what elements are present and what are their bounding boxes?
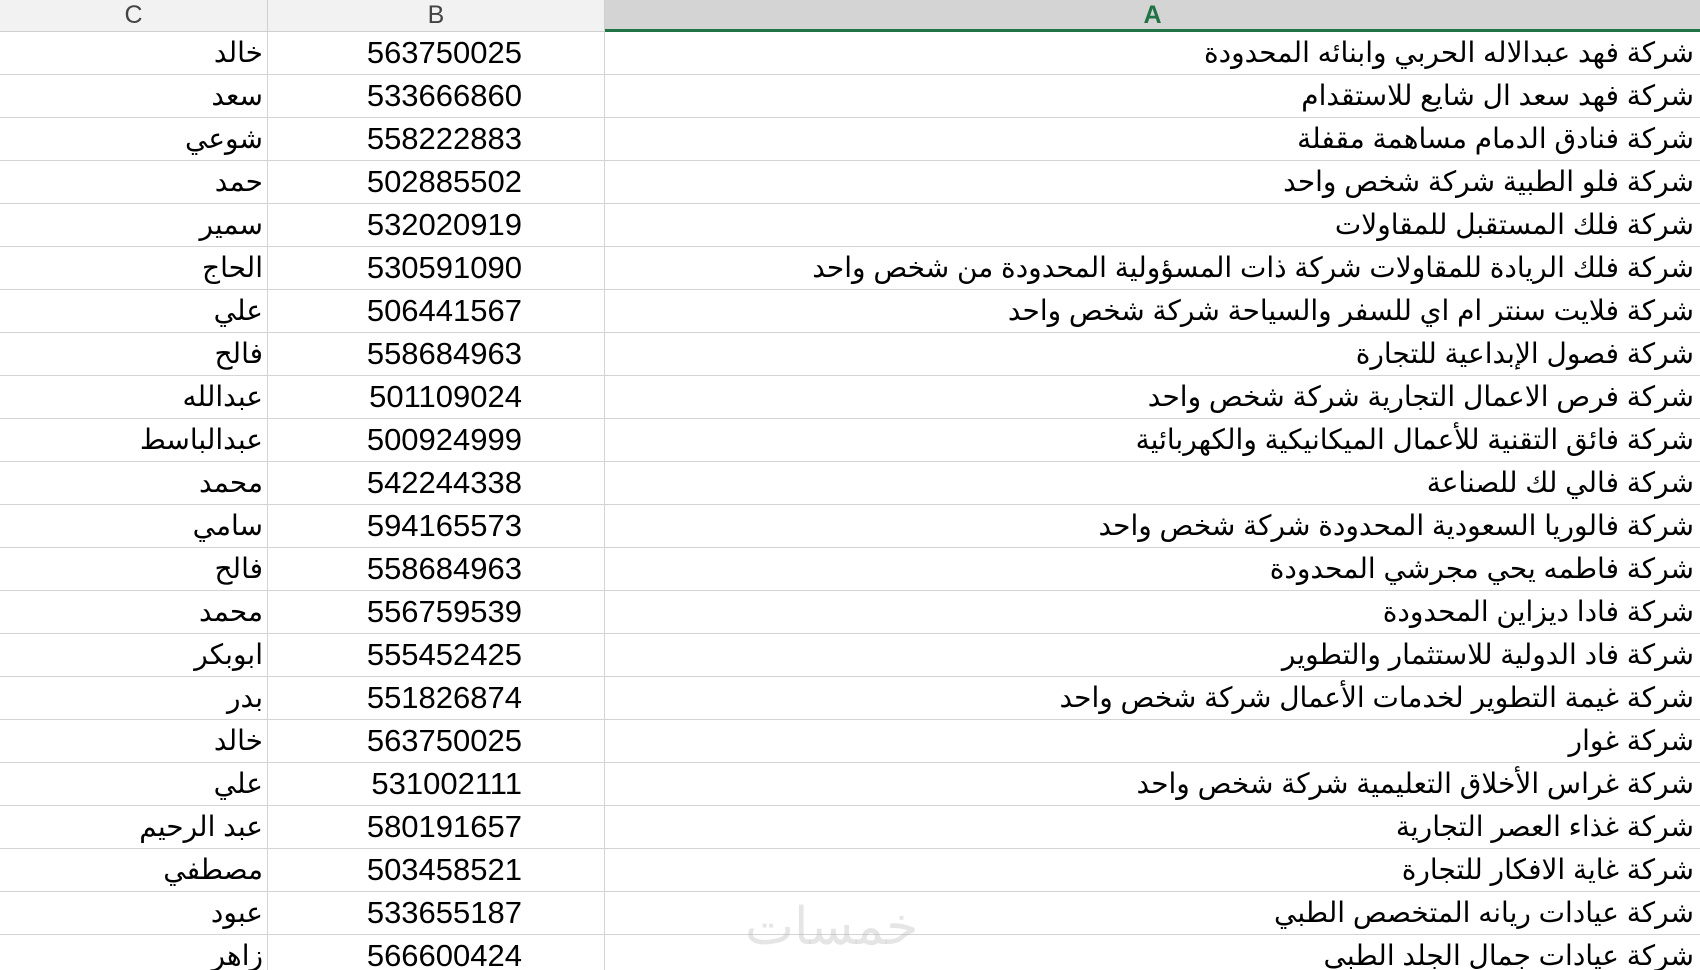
cell-c[interactable]: بدر [0, 677, 268, 719]
cell-b[interactable]: 594165573 [268, 505, 605, 547]
column-header-a[interactable]: A [605, 0, 1700, 32]
cell-a[interactable]: شركة فلك الريادة للمقاولات شركة ذات المسؤولية المحدودة من شخص واحد [812, 252, 1694, 283]
cell-a[interactable]: شركة فهد سعد ال شايع للاستقدام [1301, 80, 1694, 111]
table-row [0, 333, 1700, 376]
cell-b[interactable]: 551826874 [268, 677, 605, 719]
cell-a[interactable]: شركة غذاء العصر التجارية [1395, 811, 1694, 842]
cell-b[interactable]: 530591090 [268, 247, 605, 289]
cell-a[interactable]: شركة غيمة التطوير لخدمات الأعمال شركة شخص واحد [1059, 682, 1694, 713]
cell-b[interactable]: 533666860 [268, 75, 605, 117]
table-row [0, 591, 1700, 634]
cell-a[interactable]: شركة غراس الأخلاق التعليمية شركة شخص واحد [1136, 768, 1694, 799]
column-header-c[interactable]: C [0, 0, 268, 32]
cell-a[interactable]: شركة فاد الدولية للاستثمار والتطوير [1281, 639, 1694, 670]
cell-a[interactable]: شركة فهد عبدالاله الحربي وابنائه المحدودة [1203, 37, 1694, 68]
cell-c[interactable]: سامي [0, 505, 268, 547]
cell-c[interactable]: فالح [0, 333, 268, 375]
cell-c[interactable]: مصطفي [0, 849, 268, 891]
cell-c[interactable]: خالد [0, 32, 268, 74]
watermark: خمسات [745, 897, 919, 957]
cell-a[interactable]: شركة فالوريا السعودية المحدودة شركة شخص واحد [1098, 510, 1694, 541]
cell-c[interactable]: خالد [0, 720, 268, 762]
cell-c[interactable]: حمد [0, 161, 268, 203]
cell-b[interactable]: 531002111 [268, 763, 605, 805]
table-row [0, 677, 1700, 720]
cell-c[interactable]: الحاج [0, 247, 268, 289]
table-row [0, 806, 1700, 849]
cell-a[interactable]: شركة فلايت سنتر ام اي للسفر والسياحة شركة شخص واحد [1007, 295, 1694, 326]
table-row [0, 548, 1700, 591]
cell-b[interactable]: 558684963 [268, 548, 605, 590]
cell-b[interactable]: 563750025 [268, 32, 605, 74]
table-row [0, 505, 1700, 548]
table-row [0, 419, 1700, 462]
table-row [0, 376, 1700, 419]
cell-a[interactable]: شركة عيادات ريانه المتخصص الطبي [1274, 897, 1694, 928]
cell-b[interactable]: 558222883 [268, 118, 605, 160]
table-row [0, 763, 1700, 806]
cell-grid [0, 32, 1700, 970]
cell-b[interactable]: 503458521 [268, 849, 605, 891]
table-row [0, 161, 1700, 204]
table-row [0, 247, 1700, 290]
cell-b[interactable]: 501109024 [268, 376, 605, 418]
table-row [0, 462, 1700, 505]
cell-b[interactable]: 533655187 [268, 892, 605, 934]
cell-b[interactable]: 542244338 [268, 462, 605, 504]
cell-c[interactable]: علي [0, 290, 268, 332]
cell-b[interactable]: 502885502 [268, 161, 605, 203]
cell-c[interactable]: زاهر [0, 935, 268, 970]
table-row [0, 720, 1700, 763]
table-row [0, 75, 1700, 118]
cell-a[interactable]: شركة غوار [1568, 725, 1694, 756]
cell-a[interactable]: شركة فرص الاعمال التجارية شركة شخص واحد [1147, 381, 1694, 412]
cell-b[interactable]: 555452425 [268, 634, 605, 676]
cell-b[interactable]: 556759539 [268, 591, 605, 633]
table-row [0, 204, 1700, 247]
column-header-b[interactable]: B [268, 0, 605, 32]
cell-b[interactable]: 500924999 [268, 419, 605, 461]
table-row [0, 849, 1700, 892]
cell-a[interactable]: شركة فالي لك للصناعة [1426, 467, 1694, 498]
cell-a[interactable]: شركة فلو الطبية شركة شخص واحد [1283, 166, 1694, 197]
cell-b[interactable]: 566600424 [268, 935, 605, 970]
cell-c[interactable]: علي [0, 763, 268, 805]
cell-c[interactable]: سعد [0, 75, 268, 117]
table-row [0, 290, 1700, 333]
cell-c[interactable]: سمير [0, 204, 268, 246]
cell-c[interactable]: عبد الرحيم [0, 806, 268, 848]
table-row [0, 32, 1700, 75]
cell-c[interactable]: شوعي [0, 118, 268, 160]
cell-c[interactable]: ابوبكر [0, 634, 268, 676]
cell-c[interactable]: محمد [0, 591, 268, 633]
cell-a[interactable]: شركة فصول الإبداعية للتجارة [1355, 338, 1694, 369]
cell-a[interactable]: شركة فادا ديزاين المحدودة [1382, 596, 1694, 627]
cell-b[interactable]: 506441567 [268, 290, 605, 332]
cell-b[interactable]: 580191657 [268, 806, 605, 848]
column-header-row [0, 0, 1700, 32]
cell-c[interactable]: محمد [0, 462, 268, 504]
cell-c[interactable]: عبود [0, 892, 268, 934]
cell-c[interactable]: عبدالله [0, 376, 268, 418]
cell-c[interactable]: عبدالباسط [0, 419, 268, 461]
cell-a[interactable]: شركة فلك المستقبل للمقاولات [1334, 209, 1694, 240]
table-row [0, 892, 1700, 935]
cell-b[interactable]: 532020919 [268, 204, 605, 246]
cell-b[interactable]: 563750025 [268, 720, 605, 762]
table-row [0, 634, 1700, 677]
cell-b[interactable]: 558684963 [268, 333, 605, 375]
cell-a[interactable]: شركة فائق التقنية للأعمال الميكانيكية والكهربائية [1135, 424, 1694, 455]
cell-c[interactable]: فالح [0, 548, 268, 590]
cell-a[interactable]: شركة عيادات جمال الجلد الطبي [1323, 940, 1694, 970]
cell-a[interactable]: شركة فاطمه يحي مجرشي المحدودة [1269, 553, 1694, 584]
table-row [0, 118, 1700, 161]
table-row [0, 935, 1700, 970]
cell-a[interactable]: شركة غاية الافكار للتجارة [1401, 854, 1694, 885]
cell-a[interactable]: شركة فنادق الدمام مساهمة مقفلة [1297, 123, 1694, 154]
